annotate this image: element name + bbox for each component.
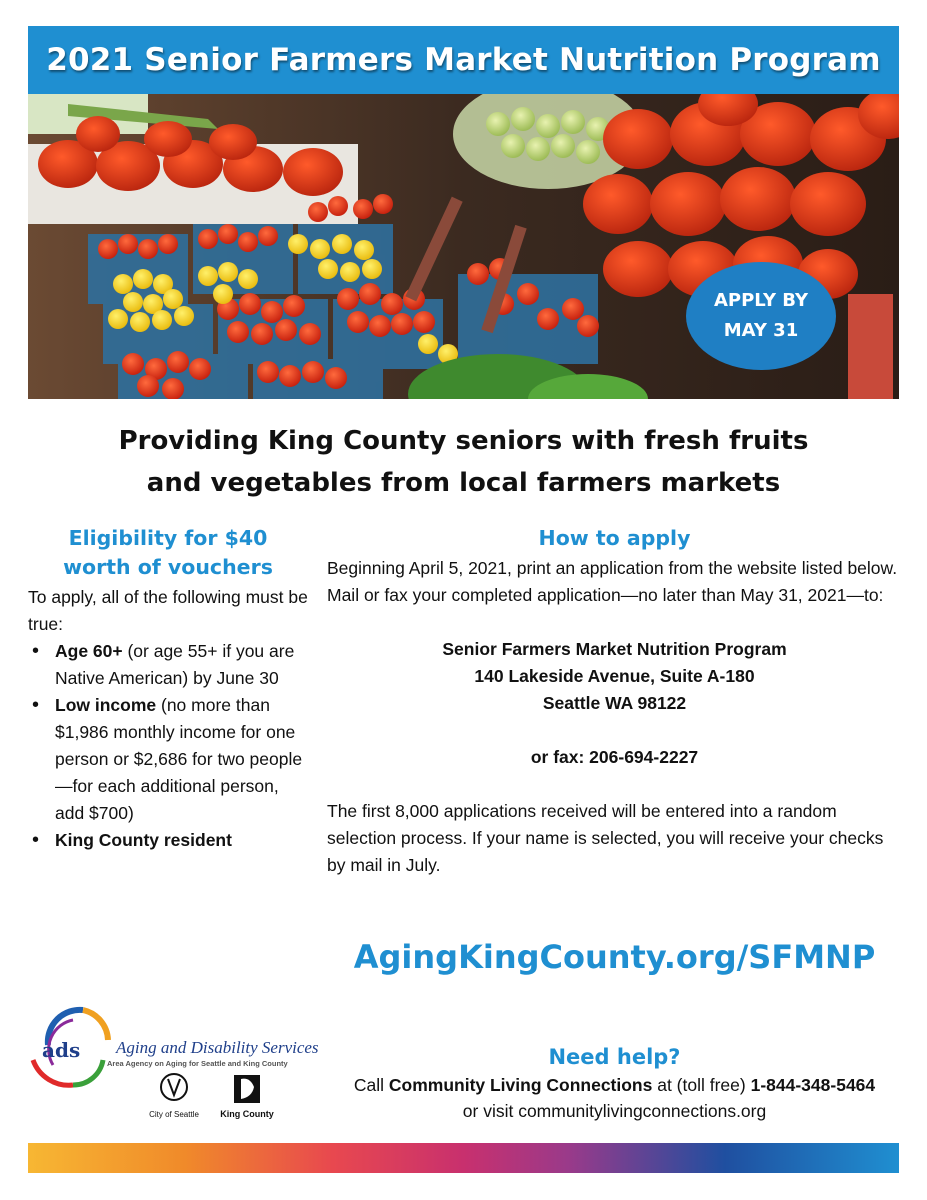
address-line-1: Senior Farmers Market Nutrition Program [442,639,787,659]
eligibility-heading-line-1: Eligibility for $40 [68,526,268,550]
item-text: (or age 55+ if you are Native American) by June 30 [55,641,295,688]
apply-by-badge [686,262,836,370]
address-line-2: 140 Lakeside Avenue, Suite A-180 [474,666,755,686]
king-label: King County [220,1109,274,1119]
tagline [60,420,867,504]
item-bold: Low income [55,695,157,715]
ads-name: Aging and Disability Services [116,1038,319,1057]
call-prefix: Call [353,1075,389,1095]
eligibility-item-age [28,638,308,692]
seattle-label: City of Seattle [149,1110,199,1119]
eligibility-list [28,638,308,854]
how-to-apply-section [327,524,902,879]
mailing-address [327,636,902,717]
footer-color-stripe [28,1143,899,1173]
how-to-apply-intro: Beginning April 5, 2021, print an application from the website listed below. Mail or fax your completed application—no later than May 31, 2021—to: [327,558,898,605]
website-link[interactable]: AgingKingCounty.org/SFMNP [353,938,876,976]
eligibility-heading-line-2: worth of vouchers [63,555,273,579]
selection-info: The first 8,000 applications received will be entered into a random selection process. If your name is selected, you will receive your checks by mail in July. [327,801,884,875]
page-title: 2021 Senior Farmers Market Nutrition Program [46,42,881,78]
item-bold: Age 60+ [55,641,123,661]
logos-area [28,1005,328,1125]
fax-number: or fax: 206-694-2227 [530,747,699,767]
help-section [327,1042,902,1124]
eligibility-heading [28,524,308,582]
eligibility-item-income [28,692,308,827]
eligibility-section [28,524,308,854]
org-name: Community Living Connections [388,1075,653,1095]
phone-number[interactable]: 1-844-348-5464 [750,1075,876,1095]
ads-sub: Area Agency on Aging for Seattle and King County [107,1059,288,1068]
address-line-3: Seattle WA 98122 [542,693,687,713]
eligibility-intro: To apply, all of the following must be true: [28,587,308,634]
item-bold: King County resident [55,830,232,850]
call-mid: at (toll free) [652,1075,751,1095]
ads-abbr: ads [42,1038,81,1062]
tagline-line-2: and vegetables from local farmers markets [146,468,781,498]
title-banner [28,26,899,94]
tagline-line-1: Providing King County seniors with fresh fruits [118,426,809,456]
item-text: (no more than $1,986 monthly income for one person or $2,686 for two people—for each additional person, add $700) [55,695,303,823]
badge-line-2: MAY 31 [723,320,799,341]
how-to-apply-heading: How to apply [538,526,691,550]
help-visit-line[interactable]: or visit communitylivingconnections.org [462,1101,767,1121]
city-of-seattle-logo [149,1074,199,1119]
eligibility-item-residence [28,827,308,854]
badge-line-1: APPLY BY [713,290,809,311]
king-county-logo [220,1075,274,1119]
help-call-line [327,1072,902,1098]
help-heading: Need help? [548,1045,681,1069]
